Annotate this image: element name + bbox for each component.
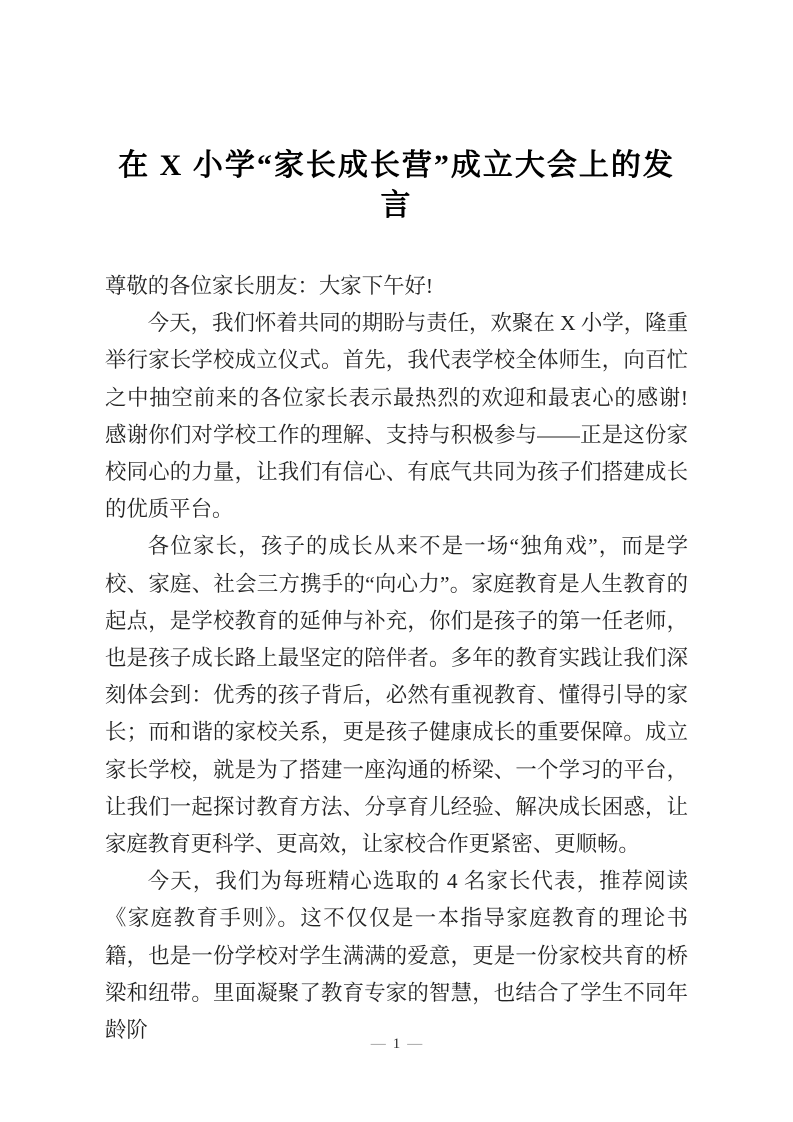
document-title-line-1: 在 X 小学“家长成长营”成立大会上的发 xyxy=(118,149,675,182)
paragraph-welcome: 今天，我们怀着共同的期盼与责任，欢聚在 X 小学，隆重举行家长学校成立仪式。首先，我代表学校全体师生，向百忙之中抽空前来的各位家长表示最热烈的欢迎和最衷心的感谢!感谢你们对学校工作的理解、支持与积极参与——正是这份家校同心的力量，让我们有信心、有底气共同为孩子们搭建成长的优质平台。 xyxy=(105,311,688,522)
paragraph-greeting: 尊敬的各位家长朋友：大家下午好! xyxy=(105,274,433,298)
paragraph-family-education: 各位家长，孩子的成长从来不是一场“独角戏”，而是学校、家庭、社会三方携手的“向心力”。家庭教育是人生教育的起点，是学校教育的延伸与补充，你们是孩子的第一任老师，也是孩子成长路上最坚定的陪伴者。多年的教育实践让我们深刻体会到：优秀的孩子背后，必然有重视教育、懂得引导的家长；而和谐的家校关系，更是孩子健康成长的重要保障。成立家长学校，就是为了搭建一座沟通的桥梁、一个学习的平台，让我们一起探讨教育方法、分享育儿经验、解决成长困惑，让家庭教育更科学、更高效，让家校合作更紧密、更顺畅。 xyxy=(105,534,688,857)
document-title xyxy=(105,146,688,226)
page-number: 1 xyxy=(392,1036,401,1052)
document-title-line-2: 言 xyxy=(380,189,413,222)
document-body xyxy=(105,268,688,1049)
footer-dash-left: — xyxy=(370,1036,386,1052)
footer-dash-right: — xyxy=(407,1036,423,1052)
paragraph-handbook: 今天，我们为每班精心选取的 4 名家长代表，推荐阅读《家庭教育手则》。这不仅仅是一本指导家庭教育的理论书籍，也是一份学校对学生满满的爱意，更是一份家校共育的桥梁和纽带。里面凝聚了教育专家的智慧，也结合了学生不同年龄阶 xyxy=(105,869,688,1043)
page-footer xyxy=(0,1034,793,1054)
